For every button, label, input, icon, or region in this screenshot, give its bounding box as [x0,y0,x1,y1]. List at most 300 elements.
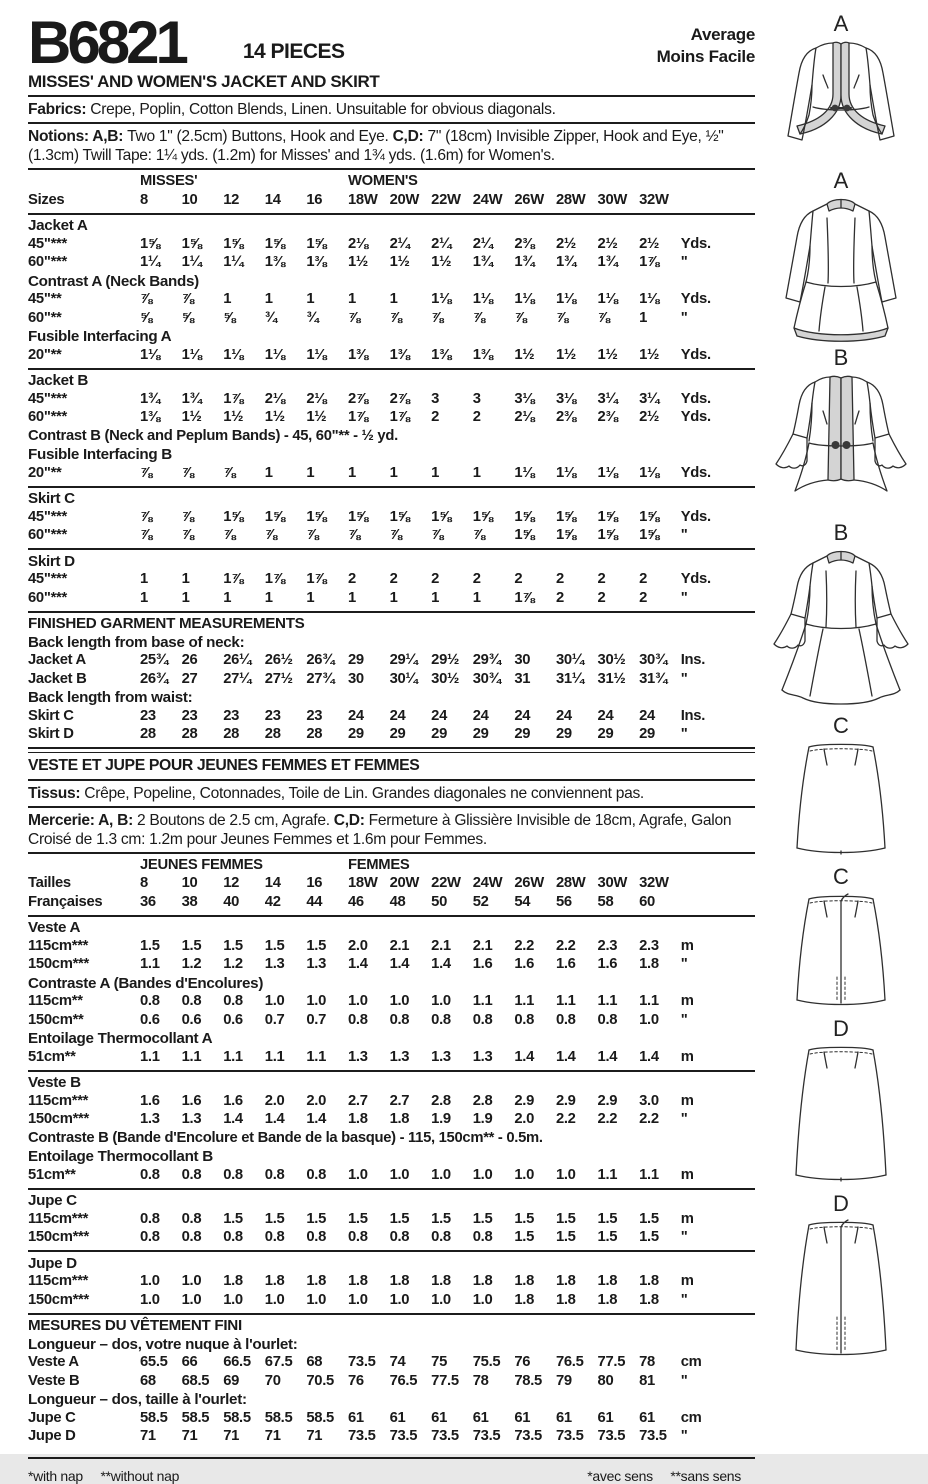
yardage-cell: 31¼ [555,670,584,687]
row-label: 45"** [28,291,62,308]
yardage-cell: ⅞ [181,508,194,525]
note-bold-text: Contrast B (Neck and Peplum Bands) [28,427,281,444]
yardage-cell: 1 [431,589,440,606]
figure-skirt-c-front [771,714,911,863]
yardage-row [28,1410,755,1429]
yardage-cell: 1½ [223,409,244,426]
yardage-cell: 1.0 [389,993,410,1010]
footer-rule [28,1457,755,1459]
yardage-cell: 0.8 [140,993,160,1010]
yardage-cell: 2 [555,571,564,588]
yardage-cell: 3⅛ [514,390,535,407]
yardage-cell: ⅞ [472,527,485,544]
yardage-row [28,1049,755,1068]
piece-count: 14 PIECES [242,40,345,63]
yardage-cell: 1.0 [431,1291,451,1308]
yardage-cell: 20W [389,191,420,208]
yardage-cell: 1.8 [347,1111,368,1128]
yardage-cell: 50 [431,893,448,910]
yardage-cell: 2¼ [472,235,493,252]
header [28,9,755,76]
yardage-cell: 1.1 [223,1048,243,1065]
unit-cell: Ins. [680,652,706,669]
unit-cell: m [680,1273,694,1290]
unit-cell: cm [680,1354,702,1371]
unit-cell: Ins. [680,707,706,724]
yardage-row [28,671,755,690]
yardage-cell: 1⅜ [140,409,160,426]
yardage-row [28,1211,755,1230]
yardage-cell: 1⅛ [639,464,660,481]
yardage-cell: 1⅞ [347,409,368,426]
yardage-row [28,1354,755,1373]
yardage-cell: 30 [347,670,364,687]
unit-cell: m [680,937,694,954]
section-heading: Skirt C [28,490,75,508]
yardage-cell: 29 [347,652,364,669]
size-group-row [28,857,755,876]
yardage-cell: 1.0 [347,993,368,1010]
size-group-label: JEUNES FEMMES [140,856,263,873]
yardage-cell: 0.8 [181,993,202,1010]
yardage-cell: 14 [264,191,281,208]
row-label: 60"*** [28,409,67,426]
yardage-cell: 1⅛ [431,291,452,308]
yardage-cell: 1.8 [389,1111,410,1128]
yardage-cell: 0.6 [223,1011,243,1028]
garment-illustrations [758,12,924,1367]
yardage-cell: 1⅝ [597,527,618,544]
yardage-cell: 2.8 [431,1092,451,1109]
yardage-cell: 30¾ [472,670,501,687]
unit-cell: " [680,589,688,606]
divider-rule [28,611,755,613]
yardage-row [28,347,755,366]
yardage-cell: 1 [347,589,356,606]
row-label: 115cm*** [28,937,89,954]
yardage-cell: 1 [264,464,273,481]
yardage-cell: 2½ [597,235,618,252]
yardage-cell: 1 [347,464,356,481]
yardage-cell: 2.3 [639,937,659,954]
yardage-cell: 68 [306,1354,323,1371]
row-label: 115cm** [28,993,83,1010]
yardage-cell: 1.4 [264,1111,285,1128]
avec-sens-note: *avec sens [587,1467,653,1484]
yardage-cell: 1.0 [264,1291,285,1308]
divider-rule [28,213,755,215]
yardage-cell: 1.0 [389,1291,410,1308]
yardage-cell: 1.0 [431,1166,451,1183]
row-label: Veste A [28,1354,79,1371]
yardage-cell: 1⅝ [140,235,160,252]
yardage-cell: 1⅜ [472,346,493,363]
yardage-cell: 1⅝ [223,235,244,252]
yardage-cell: 40 [223,893,240,910]
yardage-row [28,254,755,273]
yardage-cell: 69 [223,1372,240,1389]
yardage-cell: 58.5 [140,1409,168,1426]
yardage-row [28,527,755,546]
yardage-cell: 10 [181,191,198,208]
yardage-cell: 30½ [597,652,626,669]
yardage-cell: 61 [639,1409,655,1426]
yardage-cell: 2.9 [514,1092,535,1109]
body-text: Crepe, Poplin, Cotton Blends, Linen. Unsuitable for obvious diagonals. [90,101,556,118]
yardage-cell: ⅞ [389,309,402,326]
yardage-cell: 1.3 [181,1111,202,1128]
yardage-cell: 1.4 [431,956,451,973]
yardage-row [28,310,755,329]
yardage-cell: 1.1 [472,993,493,1010]
yardage-cell: 1.6 [514,956,535,973]
row-label: 150cm** [28,1011,84,1028]
yardage-cell: 1.4 [389,956,410,973]
skirt-d-back-illustration [771,1215,911,1365]
yardage-cell: 79 [555,1372,572,1389]
yardage-row [28,1111,755,1130]
jacket-a-back-illustration [771,192,911,344]
yardage-cell: 24 [555,707,572,724]
yardage-cell: 1⅜ [306,254,327,271]
yardage-cell: 0.6 [181,1011,202,1028]
yardage-cell: 61 [347,1409,364,1426]
yardage-cell: 1.5 [555,1210,576,1227]
yardage-cell: 1⅞ [223,571,244,588]
yardage-cell: 2⅜ [514,235,535,252]
yardage-cell: 1.0 [389,1166,410,1183]
yardage-cell: 29 [347,726,364,743]
unit-cell: m [680,1092,694,1109]
yardage-cell: 1.4 [514,1048,535,1065]
yardage-cell: 1.4 [639,1048,659,1065]
view-label: A [833,168,849,194]
yardage-cell: 2 [472,571,481,588]
yardage-cell: 24 [431,707,448,724]
row-label: 150cm*** [28,1111,89,1128]
fabrics-line [28,100,755,119]
yardage-cell: 2 [597,571,606,588]
yardage-cell: 16 [306,191,323,208]
yardage-cell: 1.5 [181,937,202,954]
section-heading: Contrast A (Neck Bands) [28,272,199,290]
footer-legend [28,1468,755,1484]
row-label: Jacket A [28,652,86,669]
yardage-cell: 1.0 [555,1166,576,1183]
yardage-cell: 2.1 [389,937,410,954]
yardage-cell: 1.6 [597,956,618,973]
yardage-cell: 71 [264,1428,281,1445]
yardage-cell: 2.7 [347,1092,368,1109]
yardage-cell: 18W [347,875,378,892]
yardage-cell: ⅞ [472,309,485,326]
yardage-cell: 1⅝ [597,508,618,525]
yardage-cell: 1½ [347,254,368,271]
yardage-cell: 1¾ [140,390,160,407]
yardage-cell: 27¼ [223,670,252,687]
yardage-cell: ⅝ [223,309,236,326]
row-label: Skirt C [28,707,74,724]
yardage-cell: 1⅝ [306,235,327,252]
yardage-cell: 76 [514,1354,531,1371]
yardage-cell: 1⅞ [514,589,535,606]
yardage-cell: 1.0 [264,993,285,1010]
yardage-cell: 1.6 [472,956,493,973]
yardage-cell: 61 [431,1409,448,1426]
main-content [28,9,755,1484]
yardage-cell: 1 [181,589,190,606]
yardage-cell: 2 [389,571,398,588]
yardage-cell: 71 [223,1428,240,1445]
yardage-cell: 2⅜ [597,409,618,426]
yardage-cell: 1.5 [514,1210,535,1227]
unit-cell: Yds. [680,346,711,363]
yardage-cell: 58.5 [181,1409,210,1426]
nap-legend-french [573,1468,741,1484]
yardage-cell: 1.1 [555,993,576,1010]
yardage-cell: 1¼ [181,254,202,271]
yardage-cell: 2.9 [555,1092,576,1109]
yardage-cell: 1.5 [639,1229,659,1246]
yardage-cell: 2½ [639,409,660,426]
difficulty-en: Average [690,25,755,44]
row-label: 115cm*** [28,1210,89,1227]
yardage-cell: 24W [472,875,503,892]
yardage-cell: 1¼ [223,254,244,271]
yardage-cell: 1½ [306,409,327,426]
yardage-cell: 2½ [639,235,660,252]
yardage-cell: 1⅜ [431,346,452,363]
yardage-cell: 2⅛ [306,390,327,407]
table-note [28,428,755,447]
row-label: 60"*** [28,254,67,271]
yardage-cell: 1.1 [597,1166,618,1183]
yardage-cell: 29 [639,726,655,743]
yardage-cell: 1 [306,291,315,308]
section-heading: Entoilage Thermocollant B [28,1148,213,1166]
yardage-cell: 75.5 [472,1354,501,1371]
yardage-cell: 24 [347,707,364,724]
yardage-cell: 1 [347,291,356,308]
yardage-cell: 1¾ [514,254,535,271]
yardage-cell: 1.2 [223,956,243,973]
yardage-cell: 1.0 [181,1291,202,1308]
yardage-cell: 0.8 [431,1229,451,1246]
yardage-cell: 24 [639,707,655,724]
section-heading: MESURES DU VÊTEMENT FINI [28,1317,242,1335]
yardage-cell: 2.2 [639,1111,659,1128]
yardage-cell: 58.5 [306,1409,334,1426]
yardage-cell: 24W [472,191,503,208]
yardage-cell: ⅞ [140,291,153,308]
yardage-cell: ⅞ [389,527,402,544]
divider-rule [28,852,755,854]
yardage-cell: 28 [140,726,156,743]
yardage-cell: 2 [472,409,481,426]
skirt-c-front-illustration [771,737,911,863]
row-label: Jupe C [28,1409,76,1426]
row-label: Jacket B [28,670,87,687]
section-heading: Entoilage Thermocollant A [28,1030,213,1048]
yardage-cell: 24 [472,707,489,724]
sans-sens-note: **sans sens [670,1467,741,1484]
yardage-cell: 1.8 [514,1273,535,1290]
unit-cell: " [680,254,688,271]
yardage-cell: 1 [472,464,481,481]
yardage-cell: 0.8 [347,1011,368,1028]
yardage-cell: 1.5 [472,1210,493,1227]
yardage-cell: 1⅝ [555,508,576,525]
yardage-cell: 2.7 [389,1092,410,1109]
row-label: Tailles [28,875,71,892]
yardage-cell: 1⅞ [306,571,327,588]
yardage-row [28,236,755,255]
yardage-cell: 78 [639,1354,655,1371]
yardage-cell: 2.0 [347,937,368,954]
yardage-cell: 0.8 [472,1229,493,1246]
yardage-row [28,1273,755,1292]
yardage-cell: 0.8 [140,1229,160,1246]
yardage-cell: 0.8 [431,1011,451,1028]
yardage-cell: 26¾ [306,652,335,669]
yardage-cell: 1.8 [639,1291,659,1308]
yardage-cell: 81 [639,1372,655,1389]
yardage-cell: 29 [389,726,406,743]
yardage-cell: 8 [140,191,148,208]
yardage-cell: 31½ [597,670,626,687]
section-heading: Contraste A (Bandes d'Encolures) [28,974,264,992]
yardage-cell: 1⅝ [514,527,535,544]
unit-cell: " [680,670,688,687]
yardage-cell: 29 [597,726,614,743]
unit-cell: Yds. [680,390,711,407]
yardage-cell: 77.5 [431,1372,459,1389]
row-label: 45"*** [28,235,67,252]
yardage-cell: ⅞ [140,464,153,481]
section-heading: Veste A [28,919,81,937]
yardage-cell: 1¾ [597,254,618,271]
yardage-cell: 30¼ [555,652,584,669]
yardage-cell: 1½ [555,346,576,363]
divider-rule [28,806,755,808]
yardage-cell: 1.9 [472,1111,493,1128]
yardage-cell: 24 [389,707,406,724]
yardage-cell: 1½ [389,254,410,271]
unit-cell: " [680,1428,688,1445]
yardage-cell: ⅞ [514,309,527,326]
view-label: B [833,520,849,546]
skirt-d-front-illustration [771,1040,911,1190]
yardage-cell: 60 [639,893,655,910]
yardage-cell: 0.8 [597,1011,618,1028]
yardage-cell: 1⅛ [514,464,535,481]
yardage-cell: 0.7 [306,1011,327,1028]
yardage-cell: 1.8 [597,1291,618,1308]
yardage-cell: 2 [639,589,648,606]
yardage-cell: 0.8 [306,1229,327,1246]
yardage-cell: 61 [389,1409,406,1426]
body-text: Two 1" (2.5cm) Buttons, Hook and Eye. [127,128,393,146]
divider-rule [28,779,755,781]
yardage-cell: 1 [306,589,315,606]
row-label: 20"** [28,464,62,481]
figure-skirt-d-back [771,1192,911,1365]
yardage-cell: 2.2 [514,937,535,954]
yardage-row [28,993,755,1012]
yardage-cell: 70.5 [306,1372,334,1389]
yardage-cell: 2⅛ [514,409,535,426]
divider-rule [28,122,755,124]
bold-label-text: C,D: [333,811,369,829]
yardage-cell: 0.8 [223,993,243,1010]
yardage-cell: 1⅜ [389,346,410,363]
section-heading: Skirt D [28,552,75,570]
yardage-cell: 1.5 [264,1210,285,1227]
yardage-cell: 1.1 [639,993,659,1010]
yardage-cell: ¾ [264,309,277,326]
yardage-cell: ⅞ [264,527,277,544]
yardage-cell: 32W [639,191,669,208]
yardage-cell: 1⅝ [347,508,368,525]
yardage-cell: 2⅜ [555,409,576,426]
yardage-cell: 1.1 [514,993,535,1010]
yardage-cell: 58 [597,893,614,910]
yardage-cell: 76.5 [555,1354,584,1371]
yardage-cell: 1.0 [140,1291,160,1308]
divider-rule [28,1250,755,1252]
bold-label-text: Mercerie: A, B: [28,811,138,829]
yardage-cell: 1½ [514,346,535,363]
row-label: 51cm** [28,1166,76,1183]
view-label: A [833,11,849,36]
yardage-cell: 1.8 [514,1291,535,1308]
yardage-cell: 66 [181,1354,198,1371]
yardage-cell: 1 [306,464,315,481]
yardage-cell: 25¾ [140,652,168,669]
yardage-cell: ⅞ [181,464,194,481]
yardage-cell: 30W [597,191,628,208]
yardage-cell: 1⅞ [639,254,660,271]
yardage-cell: ⅞ [347,309,361,326]
yardage-cell: 2.0 [306,1092,327,1109]
yardage-cell: 1.8 [639,1273,659,1290]
yardage-cell: 1½ [181,409,202,426]
yardage-cell: 2 [347,571,356,588]
yardage-cell: 1.2 [181,956,202,973]
yardage-cell: 1.8 [639,956,659,973]
yardage-cell: 29 [431,726,448,743]
yardage-cell: 71 [306,1428,323,1445]
yardage-row [28,1093,755,1112]
skirt-c-back-illustration [771,889,911,1015]
yardage-row [28,192,755,211]
yardage-row [28,938,755,957]
yardage-cell: 12 [223,875,240,892]
yardage-cell: 1⅛ [223,346,244,363]
yardage-row [28,652,755,671]
yardage-cell: 2.9 [597,1092,618,1109]
yardage-cell: 1 [181,571,190,588]
yardage-cell: 1.6 [223,1092,243,1109]
yardage-cell: 14 [264,875,281,892]
yardage-cell: 2.1 [472,937,493,954]
yardage-cell: 1.4 [597,1048,618,1065]
unit-cell: " [680,1011,688,1028]
yardage-cell: 1⅝ [181,235,202,252]
yardage-cell: 0.8 [140,1166,160,1183]
unit-cell: m [680,993,694,1010]
yardage-cell: 61 [597,1409,614,1426]
